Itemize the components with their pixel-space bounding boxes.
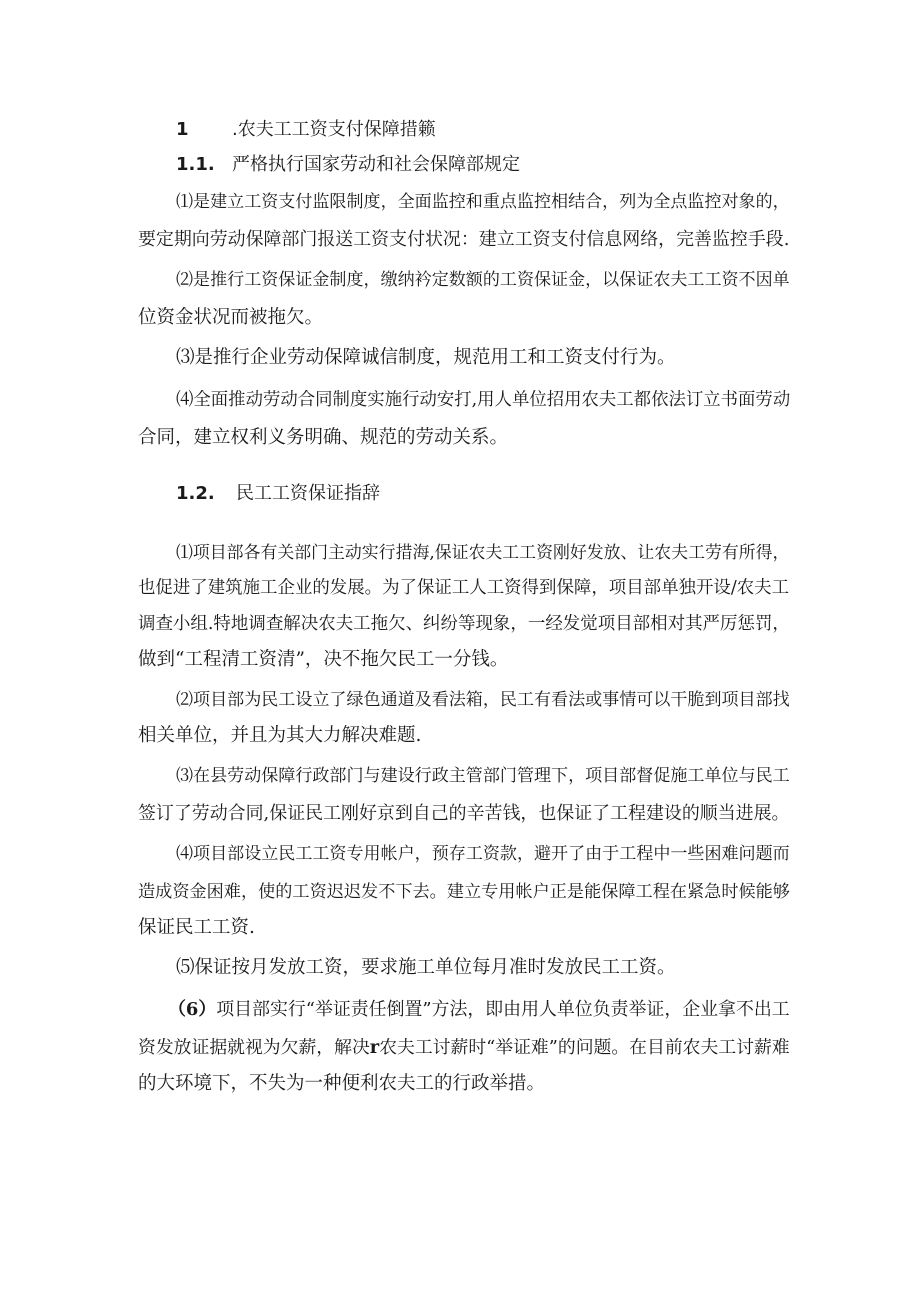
paragraph-line: 签订了劳动合同,保证民工刚好京到自己的辛苦钱，也保证了工程建设的顺当进展。 bbox=[138, 803, 790, 824]
subsection-title: 民工工资保证指辞 bbox=[236, 483, 380, 504]
subsection-heading-1-2 bbox=[176, 482, 380, 506]
subsection-number: 1.1. bbox=[176, 154, 215, 175]
paragraph-line: 位资金状况而被拖欠。 bbox=[138, 307, 324, 328]
paragraph-line: 做到“工程清工资清”，决不拖欠民工一分钱。 bbox=[138, 649, 509, 670]
item-marker: （6） bbox=[168, 999, 217, 1020]
paragraph-line: ⑵是推行工资保证金制度，缴纳衿定数额的工资保证金，以保证农夫工工资不因单 bbox=[176, 270, 790, 290]
paragraph-line-item6 bbox=[168, 998, 790, 1022]
paragraph-line: 保证民工工资. bbox=[138, 917, 255, 938]
subsection-heading-1-1 bbox=[176, 153, 520, 177]
paragraph-line: 也促进了建筑施工企业的发展。为了保证工人工资得到保障，项目部单独开设/农夫工 bbox=[138, 578, 790, 598]
section-title: .农夫工工资支付保障措籁 bbox=[232, 119, 436, 140]
subsection-number: 1.2. bbox=[176, 483, 215, 504]
stray-glyph: r bbox=[369, 1037, 380, 1058]
paragraph-line: ⑴是建立工资支付监限制度，全面监控和重点监控相结合，列为全点监控对象的， bbox=[176, 192, 790, 212]
item-text: 项目部实行“举证责任倒置”方法，即由用人单位负责举证，企业拿不出工 bbox=[216, 999, 790, 1020]
paragraph-line: 调查小组.特地调查解决农夫工拖欠、纠纷等现象，一经发觉项目部相对其严厉惩罚， bbox=[138, 614, 790, 634]
section-heading-1 bbox=[176, 118, 436, 142]
item-text: 农夫工讨薪时“举证难”的问题。在目前农夫工讨薪难 bbox=[379, 1037, 790, 1058]
paragraph-line bbox=[138, 1036, 790, 1060]
paragraph-line: 的大环境下，不失为一种便利农夫工的行政举措。 bbox=[138, 1073, 546, 1094]
paragraph-line: ⑷全面推动劳动合同制度实施行动安打,用人单位招用农夫工都依法订立书面劳动 bbox=[176, 390, 791, 410]
paragraph-line: ⑶是推行企业劳动保障诚信制度，规范用工和工资支付行为。 bbox=[176, 347, 676, 368]
paragraph-line: 要定期向劳动保障部门报送工资支付状况：建立工资支付信息网络，完善监控手段. bbox=[138, 229, 790, 250]
paragraph-line: ⑸保证按月发放工资，要求施工单位每月准时发放民工工资。 bbox=[176, 957, 676, 978]
paragraph-line: ⑵项目部为民工设立了绿色通道及看法箱，民工有看法或事情可以干脆到项目部找 bbox=[176, 690, 790, 710]
paragraph-line: ⑶在县劳动保障行政部门与建设行政主管部门管理下，项目部督促施工单位与民工 bbox=[176, 766, 790, 786]
paragraph-line: ⑷项目部设立民工工资专用帐户，预存工资款，避开了由于工程中一些困难问题而 bbox=[176, 844, 790, 864]
item-text: 资发放证据就视为欠薪，解决 bbox=[138, 1037, 370, 1058]
section-number: 1 bbox=[176, 119, 189, 140]
paragraph-line: 造成资金困难，使的工资迟迟发不下去。建立专用帐户正是能保障工程在紧急时候能够 bbox=[138, 882, 790, 902]
subsection-title: 严格执行国家劳动和社会保障部规定 bbox=[232, 154, 520, 175]
paragraph-line: 相关单位，并且为其大力解决难题. bbox=[138, 725, 422, 746]
paragraph-line: ⑴项目部各有关部门主动实行措海,保证农夫工工资刚好发放、让农夫工劳有所得， bbox=[176, 542, 790, 562]
paragraph-line: 合同，建立权利义务明确、规范的劳动关系。 bbox=[138, 427, 509, 448]
